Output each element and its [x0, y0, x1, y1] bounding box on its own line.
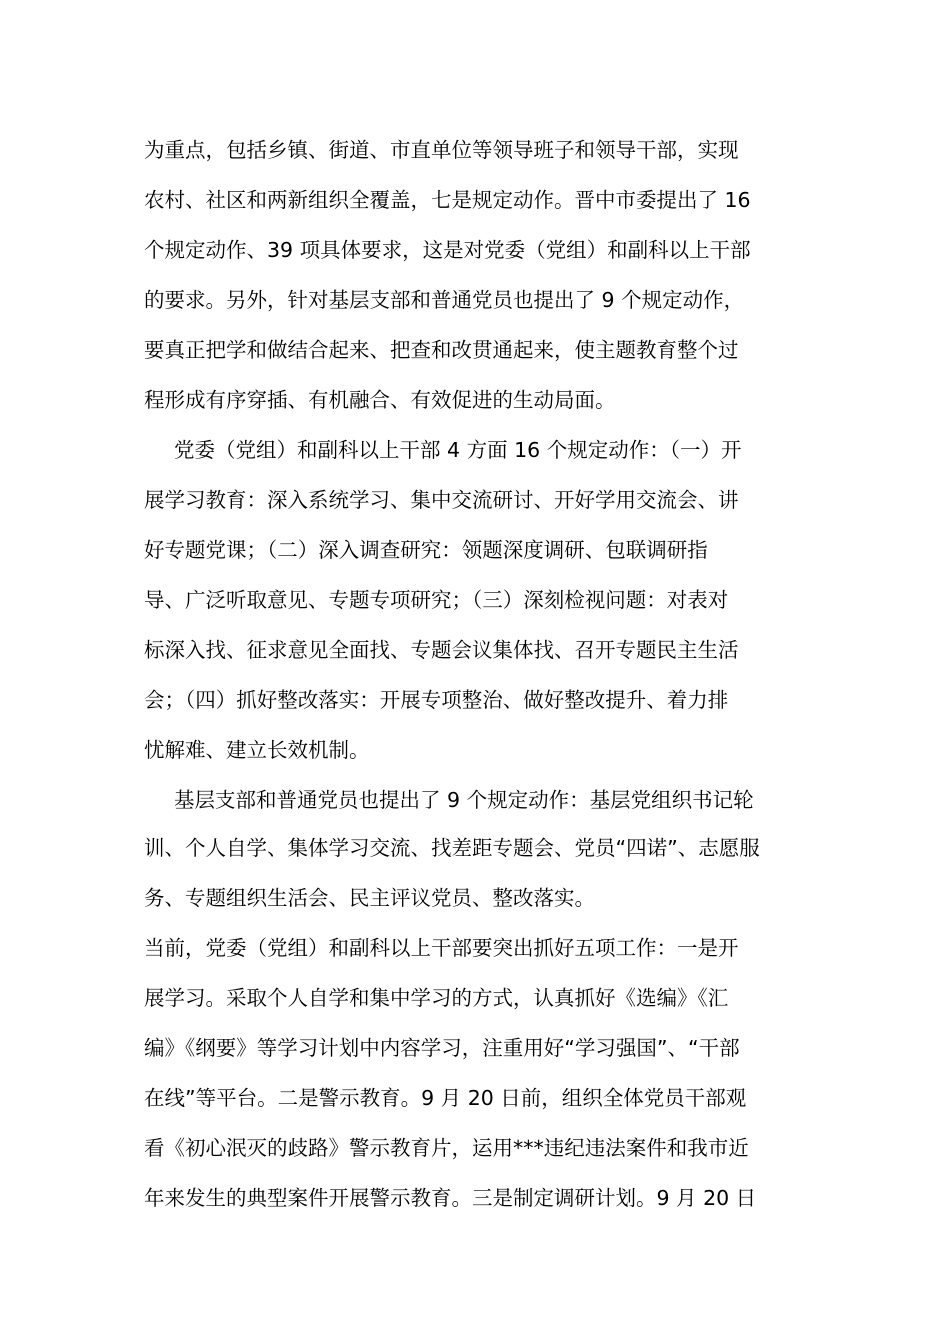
text-line: 导、广泛听取意见、专题专项研究；（三）深刻检视问题：对表对 [144, 588, 729, 612]
text-line: 程形成有序穿插、有机融合、有效促进的生动局面。 [144, 388, 616, 412]
text-line: 编》《纲要》等学习计划中内容学习，注重用好“学习强国”、“干部 [144, 1036, 740, 1060]
text-line: 展学习教育：深入系统学习、集中交流研讨、开好学用交流会、讲 [144, 488, 739, 512]
text-line: 个规定动作、39 项具体要求，这是对党委（党组）和副科以上干部 [144, 238, 751, 262]
text-line: 为重点，包括乡镇、街道、市直单位等领导班子和领导干部，实现 [144, 138, 739, 162]
text-line: 务、专题组织生活会、民主评议党员、整改落实。 [144, 886, 595, 910]
text-line: 会；（四）抓好整改落实：开展专项整治、做好整改提升、着力排 [144, 688, 729, 712]
text-line: 要真正把学和做结合起来、把查和改贯通起来，使主题教育整个过 [144, 338, 739, 362]
text-line: 的要求。另外，针对基层支部和普通党员也提出了 9 个规定动作， [144, 288, 745, 312]
text-line: 展学习。采取个人自学和集中学习的方式，认真抓好《选编》《汇 [144, 986, 729, 1010]
text-line: 好专题党课；（二）深入调查研究：领题深度调研、包联调研指 [144, 538, 708, 562]
text-line: 年来发生的典型案件开展警示教育。三是制定调研计划。9 月 20 日 [144, 1186, 757, 1210]
text-line: 在线”等平台。二是警示教育。9 月 20 日前，组织全体党员干部观 [144, 1086, 747, 1110]
text-line: 训、个人自学、集体学习交流、找差距专题会、党员“四诺”、志愿服 [144, 836, 760, 860]
text-line: 忧解难、建立长效机制。 [144, 738, 370, 762]
text-line: 当前，党委（党组）和副科以上干部要突出抓好五项工作：一是开 [144, 936, 739, 960]
text-line: 农村、社区和两新组织全覆盖，七是规定动作。晋中市委提出了 16 [144, 188, 751, 212]
text-line: 基层支部和普通党员也提出了 9 个规定动作：基层党组织书记轮 [174, 788, 754, 812]
text-line: 党委（党组）和副科以上干部 4 方面 16 个规定动作：（一）开 [174, 438, 742, 462]
text-line: 看《初心泯灭的歧路》警示教育片，运用***违纪违法案件和我市近 [144, 1136, 749, 1160]
text-line: 标深入找、征求意见全面找、专题会议集体找、召开专题民主生活 [144, 638, 739, 662]
